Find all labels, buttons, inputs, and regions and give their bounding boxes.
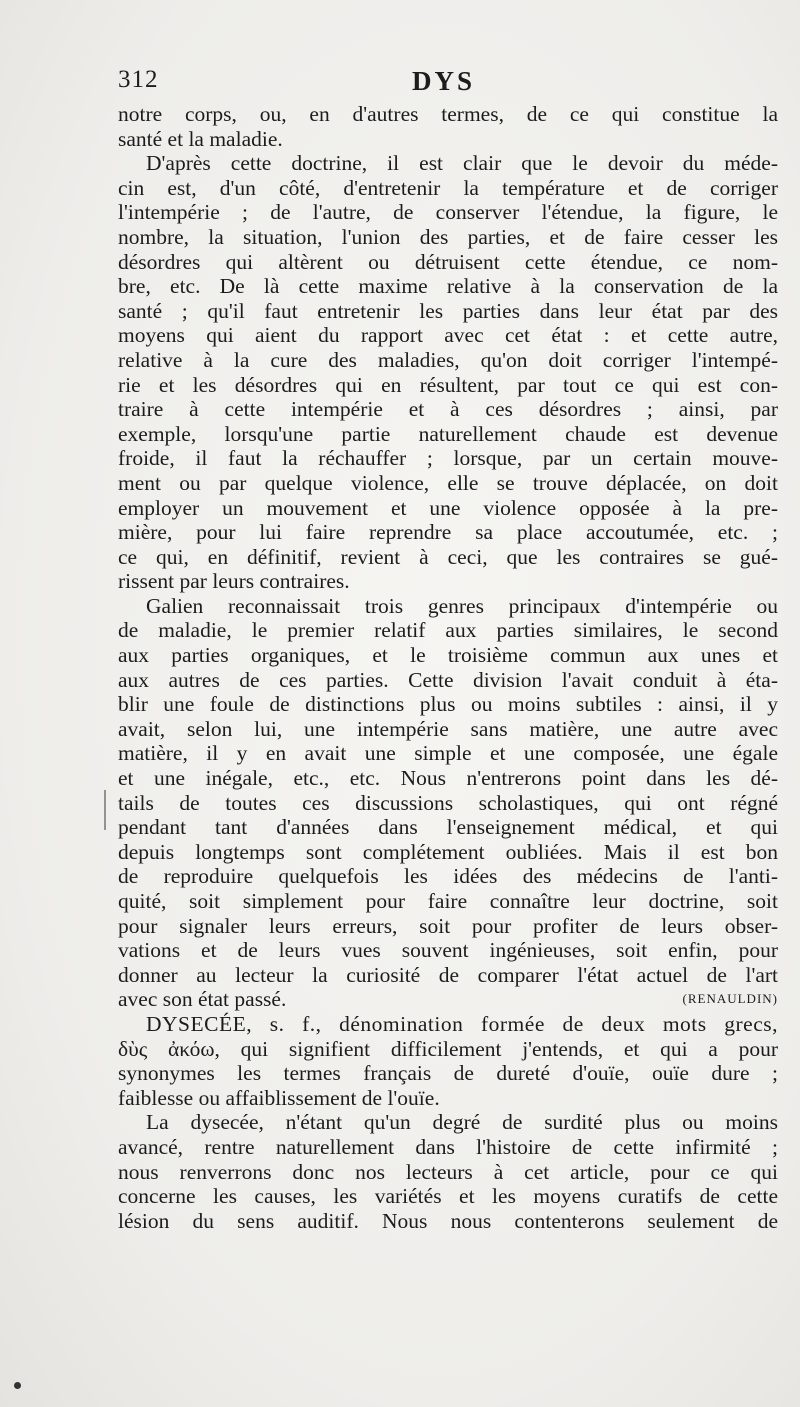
text-line: nous renverrons donc nos lecteurs à cet article, pour ce qui	[118, 1159, 778, 1184]
text-line: blir une foule de distinctions plus ou moins subtiles : ainsi, il y	[118, 692, 778, 717]
text-line: aux autres de ces parties. Cette division l'avait conduit à éta-	[118, 667, 778, 692]
text-line: mière, pour lui faire reprendre sa place accoutumée, etc. ;	[118, 520, 778, 545]
text-line: employer un mouvement et une violence opposée à la pre-	[118, 495, 778, 520]
page-number: 312	[118, 66, 159, 93]
text-line: depuis longtemps sont complétement oubliées. Mais il est bon	[118, 839, 778, 864]
text-line: synonymes les termes français de dureté d'ouïe, ouïe dure ;	[118, 1061, 778, 1086]
text-line: bre, etc. De là cette maxime relative à la conservation de la	[118, 274, 778, 299]
text-line: l'intempérie ; de l'autre, de conserver l'étendue, la figure, le	[118, 200, 778, 225]
text-line: Galien reconnaissait trois genres principaux d'intempérie ou	[146, 593, 778, 618]
entry-headword-line: DYSECÉE, s. f., dénomination formée de deux mots grecs,	[146, 1011, 778, 1036]
text-line: quité, soit simplement pour faire connaître leur doctrine, soit	[118, 889, 778, 913]
author-signature: (RENAULDIN)	[682, 991, 778, 1007]
text-line: D'après cette doctrine, il est clair que le devoir du méde-	[146, 151, 778, 176]
text-line: nombre, la situation, l'union des parties, et de faire cesser les	[118, 224, 778, 249]
text-line: notre corps, ou, en d'autres termes, de ce qui constitue la	[118, 102, 778, 126]
text-line: désordres qui altèrent ou détruisent cette étendue, ce nom-	[118, 249, 778, 274]
text-line: rie et les désordres qui en résultent, par tout ce qui est con-	[118, 372, 778, 397]
text-line: pour signaler leurs erreurs, soit pour profiter de leurs obser-	[118, 913, 778, 938]
body-text	[118, 102, 778, 1233]
text-line: δὺς ἀκόω, qui signifient difficilement j'entends, et qui a pour	[118, 1036, 778, 1061]
text-line: tails de toutes ces discussions scholastiques, qui ont régné	[118, 790, 778, 815]
text-line: avancé, rentre naturellement dans l'histoire de cette infirmité ;	[118, 1134, 778, 1159]
margin-mark	[104, 790, 106, 830]
text-line: ment ou par quelque violence, elle se trouve déplacée, on doit	[118, 470, 778, 495]
text-line: faiblesse ou affaiblissement de l'ouïe.	[118, 1085, 440, 1110]
text-line: relative à la cure des maladies, qu'on doit corriger l'intempé-	[118, 347, 778, 372]
ink-dot	[14, 1382, 21, 1389]
text-line: rissent par leurs contraires.	[118, 569, 350, 594]
text-line: concerne les causes, les variétés et les moyens curatifs de cette	[118, 1184, 778, 1209]
page-header	[118, 66, 778, 102]
text-line: de maladie, le premier relatif aux parties similaires, le second	[118, 618, 778, 643]
text-line: et une inégale, etc., etc. Nous n'entrerons point dans les dé-	[118, 766, 778, 791]
text-line-with-signature	[118, 987, 778, 1012]
text-line: La dysecée, n'étant qu'un degré de surdité plus ou moins	[146, 1110, 778, 1135]
text-line: cin est, d'un côté, d'entretenir la température et de corriger	[118, 175, 778, 200]
text-line: moyens qui aient du rapport avec cet état : et cette autre,	[118, 323, 778, 348]
text-line: aux parties organiques, et le troisième commun aux unes et	[118, 643, 778, 668]
text-line: pendant tant d'années dans l'enseignement médical, et qui	[118, 815, 778, 840]
text-line: ce qui, en définitif, revient à ceci, que les contraires se gué-	[118, 544, 778, 569]
text-line: santé ; qu'il faut entretenir les parties dans leur état par des	[118, 298, 778, 323]
text-line: lésion du sens auditif. Nous nous contenterons seulement de	[118, 1208, 778, 1233]
text-line: de reproduire quelquefois les idées des médecins de l'anti-	[118, 864, 778, 889]
running-head: DYS	[412, 66, 476, 96]
text-line: donner au lecteur la curiosité de comparer l'état actuel de l'art	[118, 962, 778, 987]
text-line: traire à cette intempérie et à ces désordres ; ainsi, par	[118, 397, 778, 422]
text-line: avait, selon lui, une intempérie sans matière, une autre avec	[118, 716, 778, 741]
text-line: exemple, lorsqu'une partie naturellement chaude est devenue	[118, 421, 778, 446]
text-line: avec son état passé.	[118, 987, 287, 1012]
text-line: santé et la maladie.	[118, 126, 283, 151]
text-line: vations et de leurs vues souvent ingénieuses, soit enfin, pour	[118, 938, 778, 963]
text-line: matière, il y en avait une simple et une composée, une égale	[118, 741, 778, 766]
text-line: froide, il faut la réchauffer ; lorsque, par un certain mouve-	[118, 446, 778, 471]
